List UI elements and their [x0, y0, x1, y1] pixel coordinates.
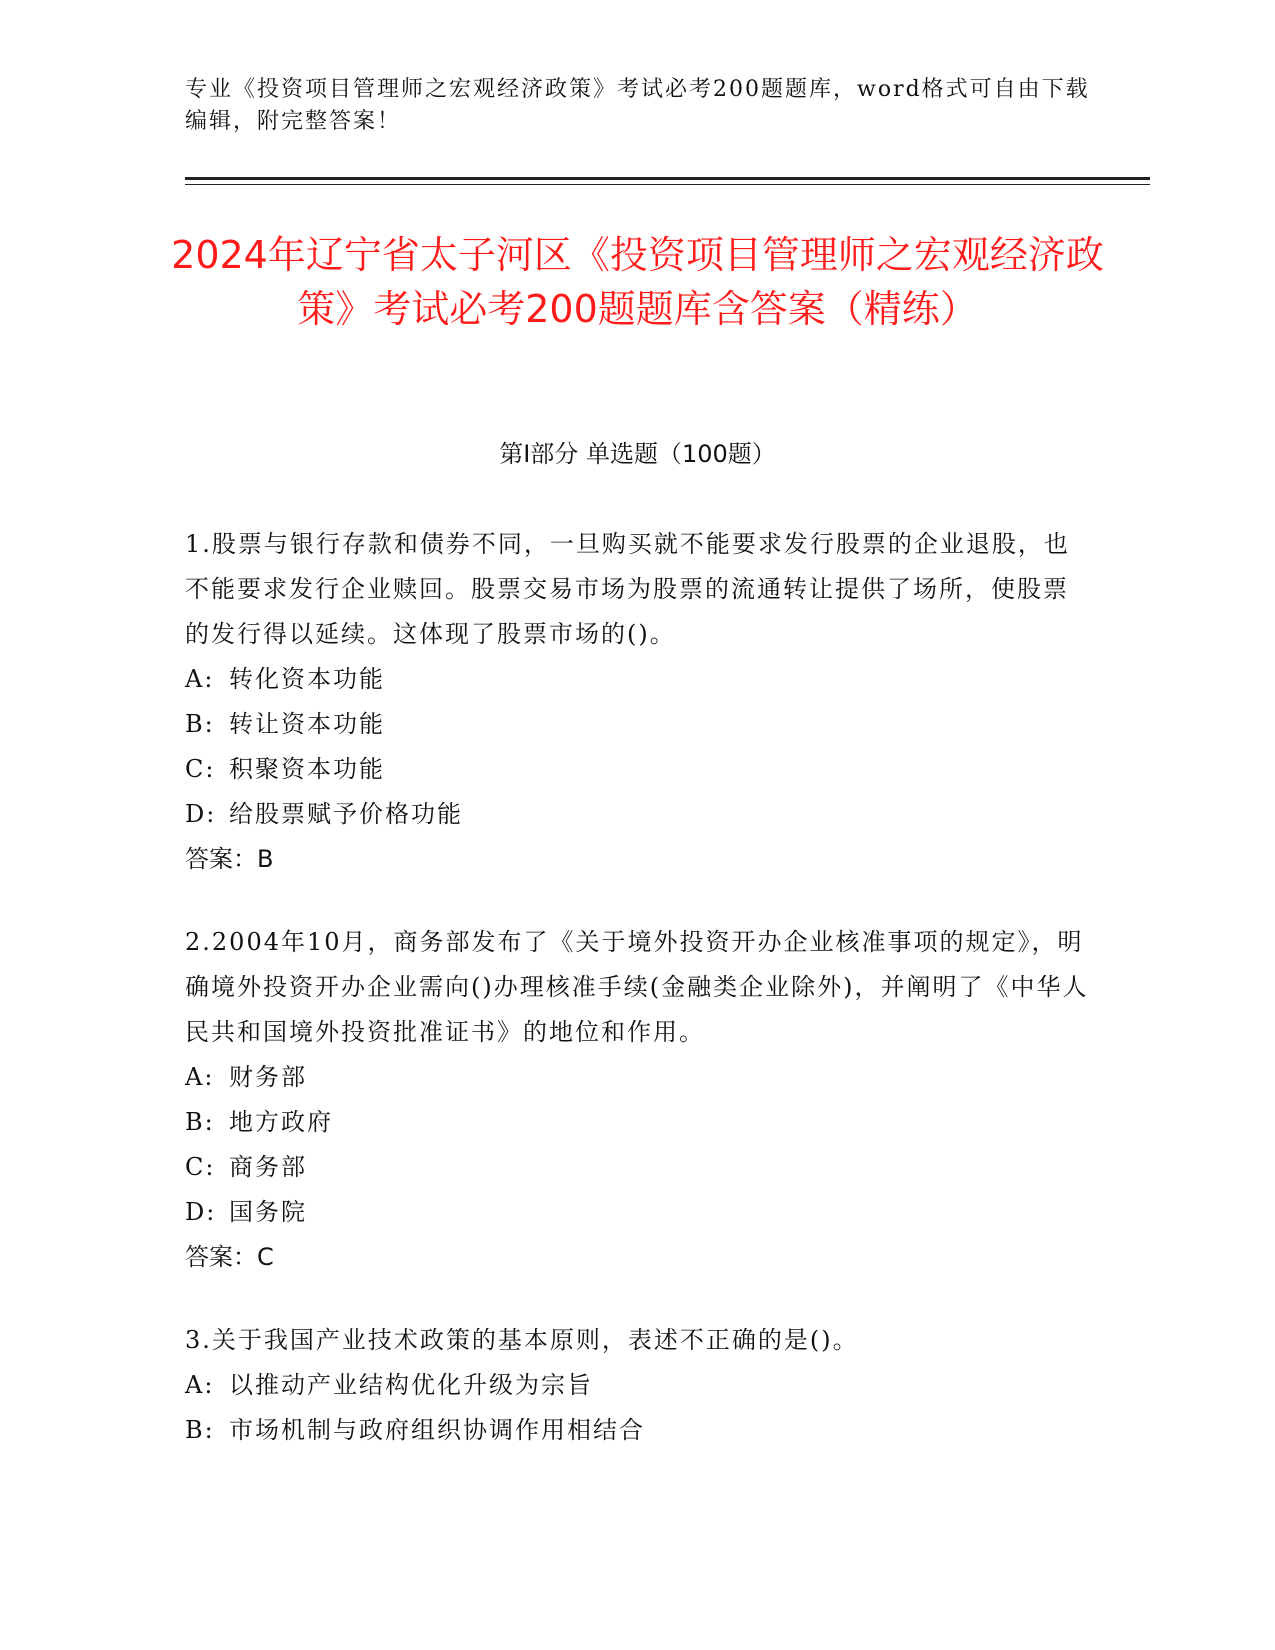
option-letter: B:	[185, 1108, 215, 1136]
option-text: 商务部	[229, 1153, 307, 1181]
option-d	[185, 792, 1090, 837]
option-letter: D:	[185, 1198, 217, 1226]
option-text: 市场机制与政府组织协调作用相结合	[229, 1416, 645, 1444]
option-c	[185, 747, 1090, 792]
question-stem: 2.2004年10月，商务部发布了《关于境外投资开办企业核准事项的规定》，明确境外投资开办企业需向()办理核准手续(金融类企业除外)，并阐明了《中华人民共和国境外投资批准证书》的地位和作用。	[185, 928, 1089, 1046]
option-a	[185, 1055, 1090, 1100]
option-c	[185, 1145, 1090, 1190]
option-a	[185, 657, 1090, 702]
document-title: 2024年辽宁省太子河区《投资项目管理师之宏观经济政策》考试必考200题题库含答案（精练）	[171, 233, 1104, 331]
question-1	[185, 522, 1090, 882]
question-stem: 1.股票与银行存款和债券不同，一旦购买就不能要求发行股票的企业退股，也不能要求发行企业赎回。股票交易市场为股票的流通转让提供了场所，使股票的发行得以延续。这体现了股票市场的()。	[185, 530, 1070, 648]
option-text: 给股票赋予价格功能	[229, 800, 463, 828]
question-3	[185, 1318, 1090, 1453]
header-rule-thick	[185, 177, 1150, 180]
header-note: 专业《投资项目管理师之宏观经济政策》考试必考200题题库，word格式可自由下载编辑，附完整答案！	[185, 77, 1090, 134]
option-text: 地方政府	[229, 1108, 333, 1136]
question-list	[185, 522, 1090, 1491]
option-b	[185, 1408, 1090, 1453]
option-text: 转化资本功能	[229, 665, 385, 693]
option-a	[185, 1363, 1090, 1408]
option-letter: A:	[185, 1063, 215, 1091]
option-letter: D:	[185, 800, 217, 828]
option-b	[185, 1100, 1090, 1145]
option-text: 转让资本功能	[229, 710, 385, 738]
option-letter: B:	[185, 710, 215, 738]
option-text: 财务部	[229, 1063, 307, 1091]
header-rule-thin	[185, 184, 1150, 185]
option-text: 国务院	[229, 1198, 307, 1226]
answer: 答案：B	[185, 845, 274, 873]
answer: 答案：C	[185, 1243, 274, 1271]
option-letter: A:	[185, 1371, 215, 1399]
option-letter: A:	[185, 665, 215, 693]
option-letter: C:	[185, 755, 216, 783]
option-text: 以推动产业结构优化升级为宗旨	[229, 1371, 593, 1399]
question-stem: 3.关于我国产业技术政策的基本原则，表述不正确的是()。	[185, 1326, 859, 1354]
option-letter: C:	[185, 1153, 216, 1181]
option-text: 积聚资本功能	[229, 755, 385, 783]
question-2	[185, 920, 1090, 1280]
section-title: 第I部分 单选题（100题）	[499, 440, 776, 468]
option-b	[185, 702, 1090, 747]
option-letter: B:	[185, 1416, 215, 1444]
option-d	[185, 1190, 1090, 1235]
